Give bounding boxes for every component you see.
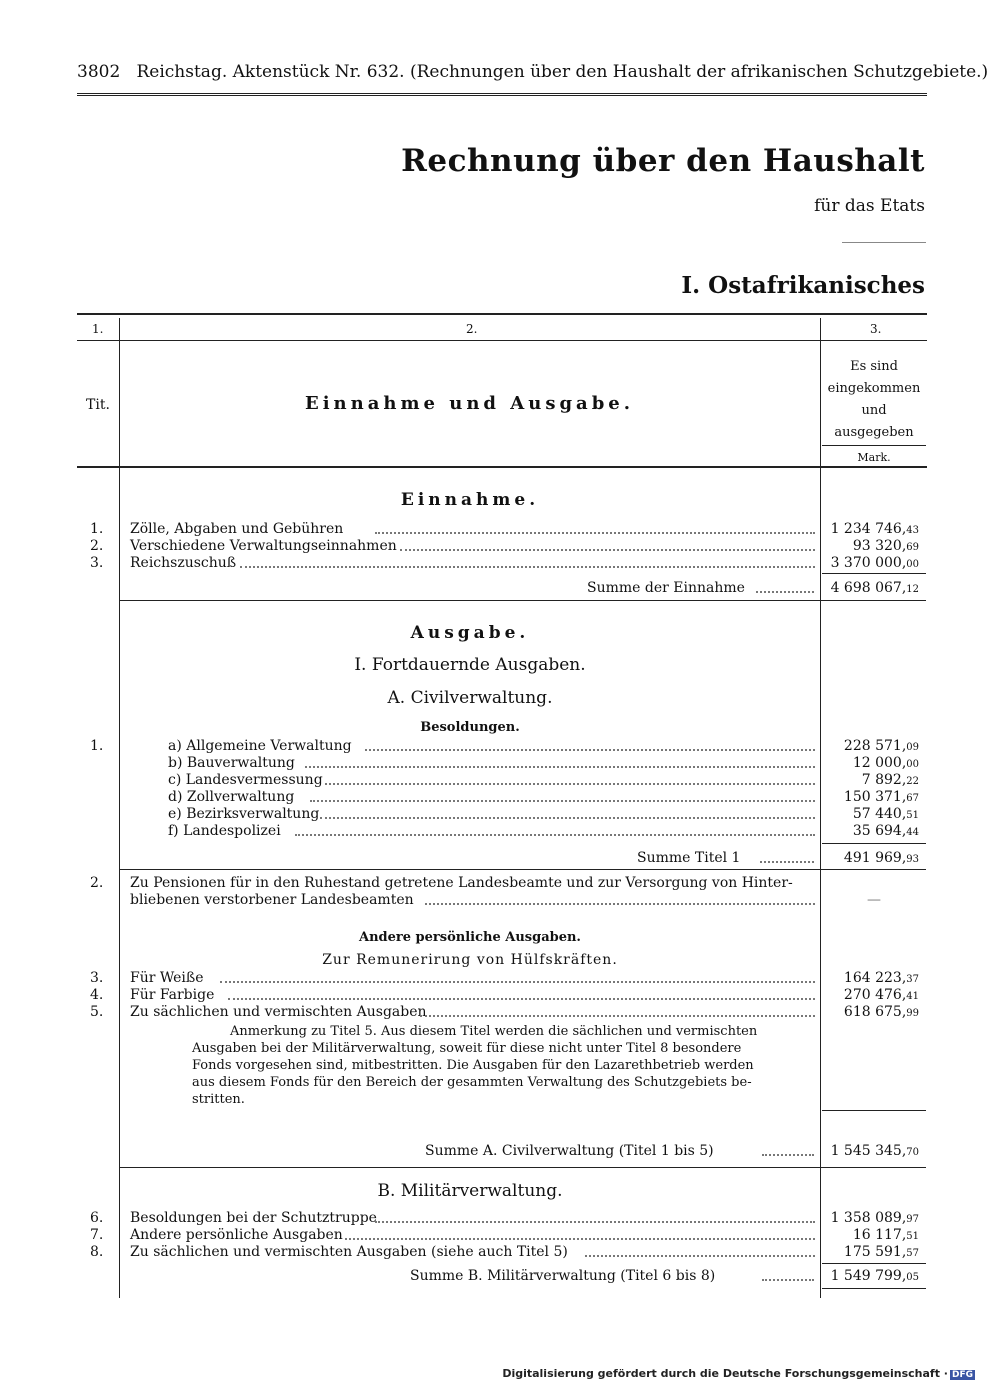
leader-dots xyxy=(756,591,814,593)
column-unit: Mark. xyxy=(857,451,891,464)
leader-dots xyxy=(325,783,815,785)
tit6-label: Besoldungen bei der Schutztruppe xyxy=(130,1210,377,1226)
note-line: stritten. xyxy=(192,1092,245,1107)
value-int: 1 234 746, xyxy=(830,521,907,537)
ausgabe-tit-5: 5. xyxy=(90,1004,104,1020)
value-int: 1 358 089, xyxy=(830,1210,907,1226)
page-title: Rechnung über den Haushalt xyxy=(401,143,925,179)
note-line: Fonds vorgesehen sind, mitbestritten. Die Ausgaben für den Lazarethbetrieb werden xyxy=(192,1058,754,1073)
value-int: 175 591, xyxy=(843,1244,907,1260)
item-f-label: f) Landespolizei xyxy=(168,823,281,839)
tit7-label: Andere persönliche Ausgaben xyxy=(130,1227,343,1243)
value-int: 150 371, xyxy=(843,789,907,805)
value-int: 57 440, xyxy=(852,806,907,822)
value-dec: 97 xyxy=(906,1214,919,1225)
einnahme-sum-value xyxy=(815,580,919,596)
col3-line4: ausgegeben xyxy=(834,425,914,440)
militaer-heading: B. Militärverwaltung. xyxy=(377,1181,563,1201)
tit3-value xyxy=(815,970,919,986)
sum-rule xyxy=(822,573,926,574)
leader-dots xyxy=(425,903,815,905)
value-dec: 09 xyxy=(906,742,919,753)
item-b-label: b) Bauverwaltung xyxy=(168,755,295,771)
tit7-value xyxy=(815,1227,919,1243)
item-a-label: a) Allgemeine Verwaltung xyxy=(168,738,352,754)
leader-dots xyxy=(375,532,815,534)
item-c-value xyxy=(815,772,919,788)
value-dec: 67 xyxy=(906,793,919,804)
value-dec: 22 xyxy=(906,776,919,787)
col3-line3: und xyxy=(861,403,887,418)
header-text: Reichstag. Aktenstück Nr. 632. (Rechnungen über den Haushalt der afrikanischen Schutzgebiete.) xyxy=(136,62,989,82)
leader-dots xyxy=(228,998,815,1000)
value-dec: 99 xyxy=(906,1008,919,1019)
column-number-1: 1. xyxy=(92,322,104,336)
einnahme-value-2 xyxy=(815,538,919,554)
leader-dots xyxy=(375,1221,815,1223)
value-dec: 51 xyxy=(906,810,919,821)
note-line: aus diesem Fonds für den Bereich der gesammten Verwaltung des Schutzgebiets be- xyxy=(192,1075,752,1090)
page-subtitle: für das Etats xyxy=(814,196,925,216)
column-header-amount xyxy=(822,356,926,444)
value-int: 1 545 345, xyxy=(830,1143,907,1159)
item-a-value xyxy=(815,738,919,754)
value-dec: 93 xyxy=(906,854,919,865)
anmerkung-note xyxy=(192,1023,814,1108)
header-rule xyxy=(77,93,927,96)
value-dec: 57 xyxy=(906,1248,919,1259)
leader-dots xyxy=(345,1238,815,1240)
leader-dots xyxy=(295,834,815,836)
col3-line2: eingekommen xyxy=(827,381,921,396)
einnahme-tit-1: 1. xyxy=(90,521,104,537)
sum-rule xyxy=(822,843,926,844)
sum-rule xyxy=(822,1110,926,1111)
column-header-main: Einnahme und Ausgabe. xyxy=(305,393,635,414)
einnahme-label-1: Zölle, Abgaben und Gebühren xyxy=(130,521,344,537)
table-colnum-rule xyxy=(77,340,927,341)
dfg-logo: DFG xyxy=(951,1370,973,1380)
einnahme-tit-2: 2. xyxy=(90,538,104,554)
section-rule xyxy=(120,869,926,870)
leader-dots xyxy=(762,1279,814,1281)
divider xyxy=(842,242,926,243)
value-int: 618 675, xyxy=(843,1004,907,1020)
column-divider-1 xyxy=(119,318,120,1298)
einnahme-sum-label: Summe der Einnahme xyxy=(587,580,745,596)
page-number: 3802 xyxy=(77,62,121,82)
value-int: 491 969, xyxy=(843,850,907,866)
value-dec: 69 xyxy=(906,542,919,553)
andere-heading: Andere persönliche Ausgaben. xyxy=(359,930,581,945)
value-dec: 00 xyxy=(906,759,919,770)
ausgabe-heading: Ausgabe. xyxy=(410,623,530,643)
value-int: 35 694, xyxy=(852,823,907,839)
value-int: 93 320, xyxy=(852,538,907,554)
footer-credit xyxy=(502,1367,975,1380)
einnahme-label-2: Verschiedene Verwaltungseinnahmen xyxy=(130,538,397,554)
leader-dots xyxy=(305,766,815,768)
remunerirung-heading: Zur Remunerirung von Hülfskräften. xyxy=(322,952,618,968)
value-dec: 00 xyxy=(906,559,919,570)
value-dec: 12 xyxy=(906,584,919,595)
ausgabe-tit-3: 3. xyxy=(90,970,104,986)
value-int: 4 698 067, xyxy=(830,580,907,596)
leader-dots xyxy=(760,861,814,863)
value-dec: 37 xyxy=(906,974,919,985)
item-e-value xyxy=(815,806,919,822)
section-title: I. Ostafrikanisches xyxy=(681,272,925,299)
col3-line1: Es sind xyxy=(850,359,898,374)
tit5-value xyxy=(815,1004,919,1020)
item-d-value xyxy=(815,789,919,805)
value-int: 270 476, xyxy=(843,987,907,1003)
section-rule xyxy=(120,600,926,601)
column-number-2: 2. xyxy=(466,322,478,336)
sum-rule xyxy=(822,1288,926,1289)
fortdauernde-heading: I. Fortdauernde Ausgaben. xyxy=(354,655,586,675)
ausgabe-tit-2: 2. xyxy=(90,875,104,891)
ausgabe-tit-6: 6. xyxy=(90,1210,104,1226)
einnahme-heading: Einnahme. xyxy=(400,490,540,510)
sumB-value xyxy=(815,1268,919,1284)
leader-dots xyxy=(420,1015,815,1017)
value-int: 3 370 000, xyxy=(830,555,907,571)
note-line: Anmerkung zu Titel 5. Aus diesem Titel werden die sächlichen und vermischten xyxy=(230,1024,758,1039)
einnahme-label-3: Reichszuschuß xyxy=(130,555,237,571)
leader-dots xyxy=(320,817,815,819)
sumA-label: Summe A. Civilverwaltung (Titel 1 bis 5) xyxy=(425,1143,714,1159)
value-dec: 70 xyxy=(906,1147,919,1158)
value-dec: 05 xyxy=(906,1272,919,1283)
table-top-rule xyxy=(77,313,927,315)
value-int: 12 000, xyxy=(852,755,907,771)
tit2-value: — xyxy=(867,892,881,908)
value-int: 1 549 799, xyxy=(830,1268,907,1284)
tit8-label: Zu sächlichen und vermischten Ausgaben (siehe auch Titel 5) xyxy=(130,1244,568,1260)
einnahme-value-3 xyxy=(815,555,919,571)
column-number-3: 3. xyxy=(870,322,882,336)
titel1-sum-value xyxy=(815,850,919,866)
tit4-value xyxy=(815,987,919,1003)
item-b-value xyxy=(815,755,919,771)
sumA-value xyxy=(815,1143,919,1159)
ausgabe-tit-8: 8. xyxy=(90,1244,104,1260)
table-header-rule xyxy=(77,466,927,468)
tit8-value xyxy=(815,1244,919,1260)
leader-dots xyxy=(365,749,815,751)
ausgabe-tit-7: 7. xyxy=(90,1227,104,1243)
value-dec: 51 xyxy=(906,1231,919,1242)
leader-dots xyxy=(585,1255,815,1257)
tit4-label: Für Farbige xyxy=(130,987,215,1003)
footer-text: Digitalisierung gefördert durch die Deutsche Forschungsgemeinschaft · xyxy=(502,1367,948,1380)
sumB-label: Summe B. Militärverwaltung (Titel 6 bis 8) xyxy=(410,1268,716,1284)
item-f-value xyxy=(815,823,919,839)
ausgabe-tit-1: 1. xyxy=(90,738,104,754)
value-dec: 43 xyxy=(906,525,919,536)
leader-dots xyxy=(240,566,815,568)
tit3-label: Für Weiße xyxy=(130,970,204,986)
value-int: 16 117, xyxy=(852,1227,907,1243)
item-e-label: e) Bezirksverwaltung xyxy=(168,806,320,822)
leader-dots xyxy=(220,981,815,983)
tit2-line1: Zu Pensionen für in den Ruhestand getretene Landesbeamte und zur Versorgung von Hinter- xyxy=(130,875,793,891)
einnahme-value-1 xyxy=(815,521,919,537)
column-header-tit: Tit. xyxy=(86,397,110,413)
leader-dots xyxy=(310,800,815,802)
tit5-label: Zu sächlichen und vermischten Ausgaben xyxy=(130,1004,427,1020)
besoldungen-heading: Besoldungen. xyxy=(420,720,520,735)
sum-rule xyxy=(822,1263,926,1264)
value-int: 164 223, xyxy=(843,970,907,986)
value-dec: 41 xyxy=(906,991,919,1002)
value-int: 228 571, xyxy=(843,738,907,754)
value-dec: 44 xyxy=(906,827,919,838)
tit6-value xyxy=(815,1210,919,1226)
ausgabe-tit-4: 4. xyxy=(90,987,104,1003)
tit2-line2: bliebenen verstorbener Landesbeamten xyxy=(130,892,414,908)
civil-heading: A. Civilverwaltung. xyxy=(387,688,553,708)
item-d-label: d) Zollverwaltung xyxy=(168,789,295,805)
item-c-label: c) Landesvermessung xyxy=(168,772,323,788)
section-rule xyxy=(120,1167,926,1168)
einnahme-tit-3: 3. xyxy=(90,555,104,571)
leader-dots xyxy=(762,1154,814,1156)
running-header xyxy=(77,62,989,82)
value-int: 7 892, xyxy=(861,772,907,788)
unit-rule xyxy=(822,445,926,446)
titel1-sum-label: Summe Titel 1 xyxy=(637,850,741,866)
note-line: Ausgaben bei der Militärverwaltung, soweit für diese nicht unter Titel 8 besondere xyxy=(192,1041,742,1056)
leader-dots xyxy=(400,549,815,551)
